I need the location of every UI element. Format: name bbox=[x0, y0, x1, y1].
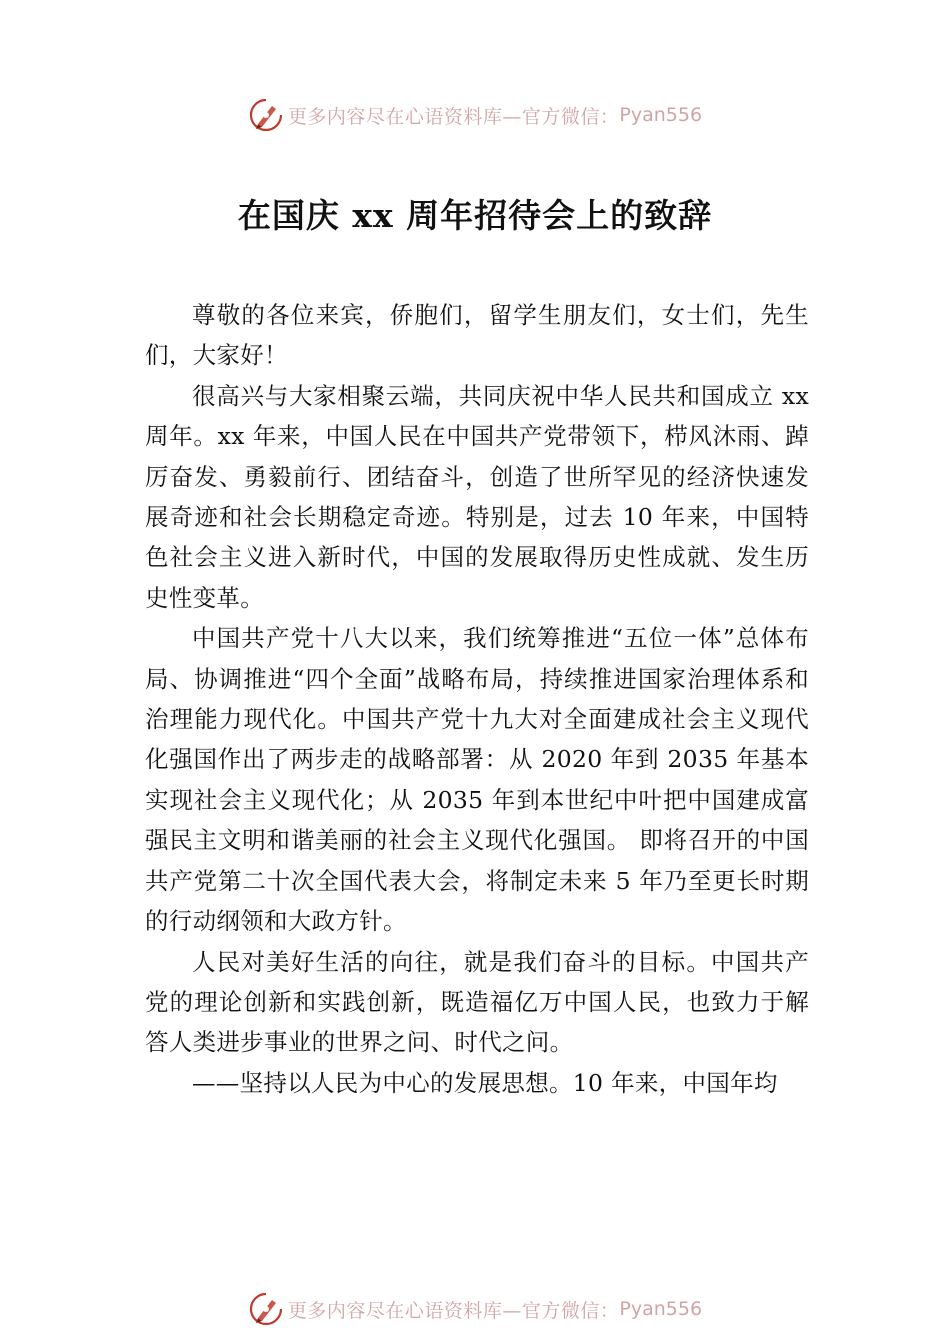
paragraph: 中国共产党十八大以来，我们统筹推进“五位一体”总体布局、协调推进“四个全面”战略布局，持续推进国家治理体系和治理能力现代化。中国共产党十九大对全面建成社会主义现代化强国作出了两步走的战略部署：从 2020 年到 2035 年基本实现社会主义现代化；从 2035 年到本世纪中叶把中国建成富强民主文明和谐美丽的社会主义现代化强国。 即将召开的中国共产党第二十次全国代表大会，将制定未来 5 年乃至更长时期的行动纲领和大政方针。 bbox=[145, 624, 809, 936]
header-banner bbox=[0, 95, 950, 135]
pen-logo-icon bbox=[248, 97, 284, 133]
paragraph: 人民对美好生活的向往，就是我们奋斗的目标。中国共产党的理论创新和实践创新，既造福亿万中国人民，也致力于解答人类进步事业的世界之问、时代之问。 bbox=[145, 947, 809, 1057]
paragraph: ——坚持以人民为中心的发展思想。10 年来，中国年均 bbox=[192, 1068, 778, 1097]
wechat-id: Pyan556 bbox=[619, 1298, 703, 1320]
document-body bbox=[145, 295, 809, 1103]
paragraph: 尊敬的各位来宾，侨胞们，留学生朋友们，女士们，先生们，大家好！ bbox=[145, 301, 809, 370]
document-title: 在国庆 xx 周年招待会上的致辞 bbox=[237, 196, 713, 235]
wechat-id: Pyan556 bbox=[619, 104, 703, 126]
banner-text: 更多内容尽在心语资料库—官方微信： bbox=[287, 1299, 620, 1322]
pen-logo-icon bbox=[248, 1291, 284, 1327]
banner-text: 更多内容尽在心语资料库—官方微信： bbox=[287, 105, 620, 128]
footer-banner bbox=[0, 1289, 950, 1329]
paragraph: 很高兴与大家相聚云端，共同庆祝中华人民共和国成立 xx 周年。xx 年来，中国人民在中国共产党带领下，栉风沐雨、踔厉奋发、勇毅前行、团结奋斗，创造了世所罕见的经济快速发展奇迹和社会长期稳定奇迹。特别是，过去 10 年来，中国特色社会主义进入新时代，中国的发展取得历史性成就、发生历史性变革。 bbox=[145, 381, 809, 612]
